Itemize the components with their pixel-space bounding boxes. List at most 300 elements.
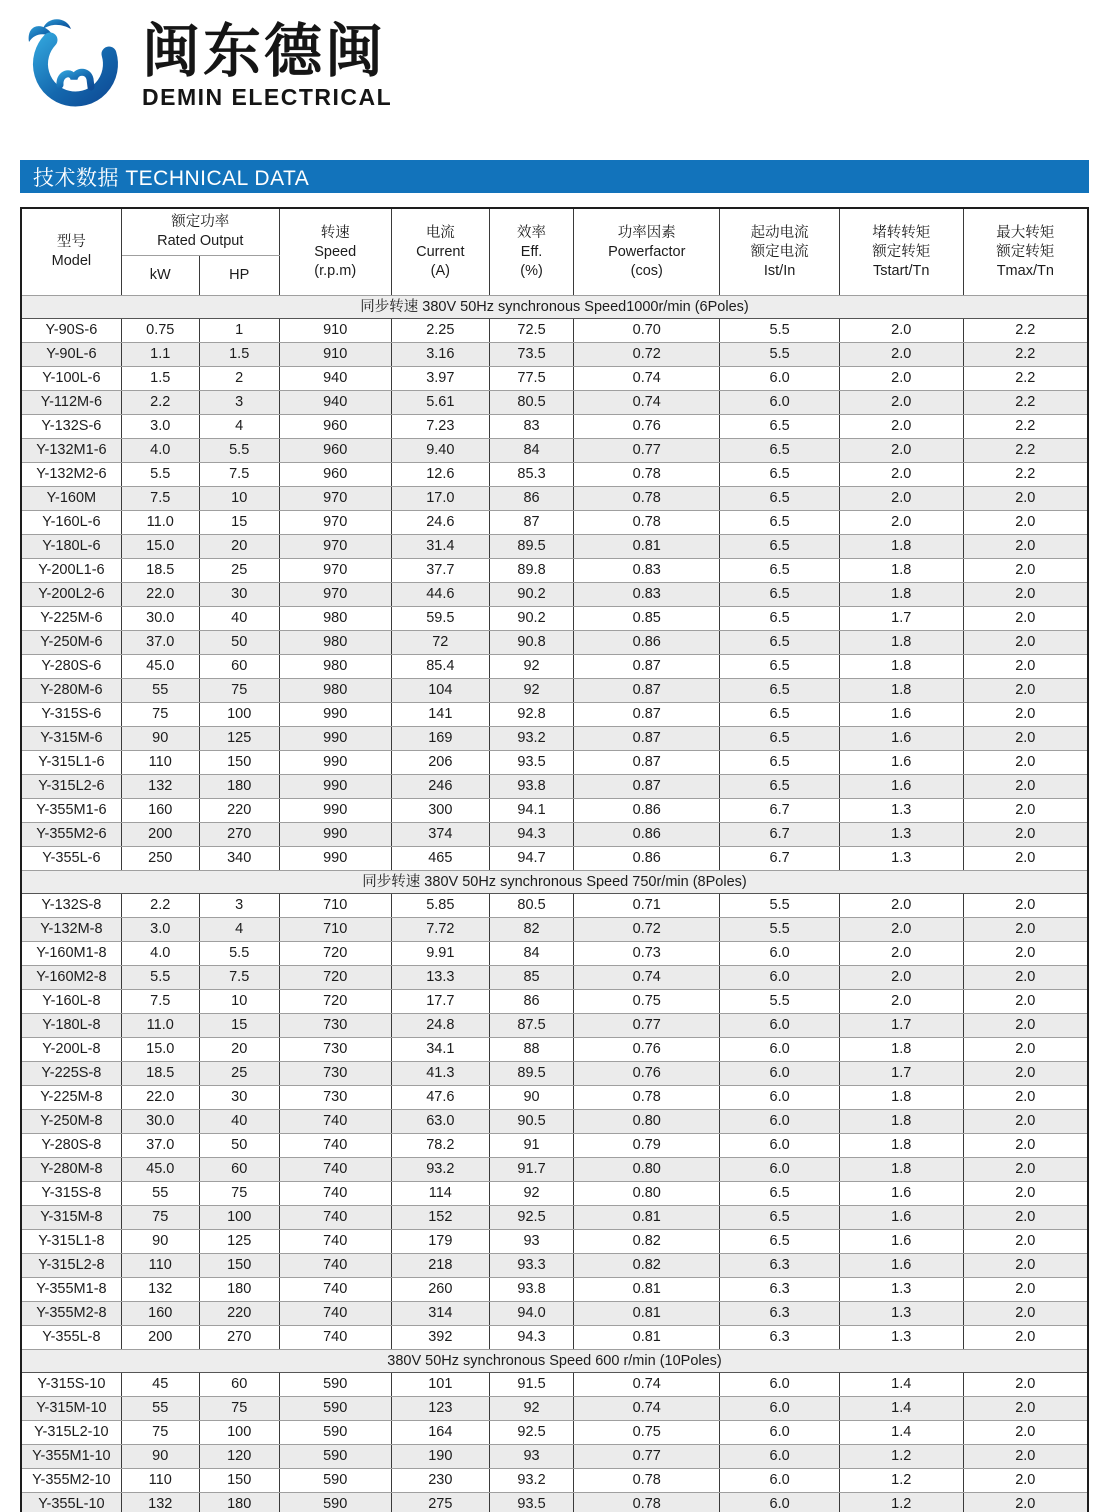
cell-value: 92.5 xyxy=(489,1421,573,1445)
cell-value: 6.5 xyxy=(720,535,840,559)
cell-model: Y-315L2-8 xyxy=(21,1254,121,1278)
cell-model: Y-355M1-8 xyxy=(21,1278,121,1302)
cell-value: 160 xyxy=(121,799,199,823)
cell-value: 990 xyxy=(279,751,391,775)
col-header-ist-cn1: 起动电流 xyxy=(750,224,809,241)
cell-value: 110 xyxy=(121,1469,199,1493)
cell-value: 0.76 xyxy=(574,415,720,439)
cell-value: 45.0 xyxy=(121,1158,199,1182)
col-header-eff-unit: (%) xyxy=(520,262,543,279)
cell-value: 0.82 xyxy=(574,1230,720,1254)
cell-value: 2.0 xyxy=(963,1182,1088,1206)
cell-value: 1.2 xyxy=(839,1493,963,1512)
section-header-row xyxy=(21,871,1088,894)
table-row xyxy=(21,391,1088,415)
cell-value: 6.0 xyxy=(720,1038,840,1062)
cell-value: 180 xyxy=(199,1493,279,1512)
cell-value: 13.3 xyxy=(391,966,489,990)
cell-value: 990 xyxy=(279,823,391,847)
cell-value: 85 xyxy=(489,966,573,990)
cell-value: 0.74 xyxy=(574,1373,720,1397)
cell-value: 0.86 xyxy=(574,631,720,655)
cell-value: 2.0 xyxy=(963,1373,1088,1397)
cell-value: 125 xyxy=(199,727,279,751)
cell-value: 85.3 xyxy=(489,463,573,487)
cell-value: 990 xyxy=(279,847,391,871)
cell-value: 6.3 xyxy=(720,1254,840,1278)
cell-model: Y-132S-6 xyxy=(21,415,121,439)
cell-value: 93.8 xyxy=(489,1278,573,1302)
brand-name-chinese: 闽东德闽 xyxy=(142,18,387,84)
cell-value: 6.5 xyxy=(720,679,840,703)
table-row xyxy=(21,679,1088,703)
cell-value: 6.0 xyxy=(720,1397,840,1421)
cell-value: 2.2 xyxy=(963,463,1088,487)
table-row xyxy=(21,1206,1088,1230)
cell-value: 6.5 xyxy=(720,727,840,751)
cell-value: 60 xyxy=(199,655,279,679)
cell-value: 960 xyxy=(279,463,391,487)
cell-value: 55 xyxy=(121,1182,199,1206)
cell-value: 970 xyxy=(279,583,391,607)
cell-value: 970 xyxy=(279,535,391,559)
cell-model: Y-225S-8 xyxy=(21,1062,121,1086)
table-row xyxy=(21,1397,1088,1421)
cell-value: 2.0 xyxy=(839,894,963,918)
cell-model: Y-315S-6 xyxy=(21,703,121,727)
cell-value: 2.0 xyxy=(839,966,963,990)
cell-value: 6.5 xyxy=(720,607,840,631)
cell-model: Y-315S-10 xyxy=(21,1373,121,1397)
cell-value: 2.0 xyxy=(963,1230,1088,1254)
col-header-ist-en: Ist/In xyxy=(763,262,796,279)
cell-value: 2.0 xyxy=(963,990,1088,1014)
cell-value: 2.0 xyxy=(963,1062,1088,1086)
cell-value: 1.3 xyxy=(839,1326,963,1350)
cell-value: 91 xyxy=(489,1134,573,1158)
col-header-current-cn: 电流 xyxy=(425,224,455,241)
cell-value: 45.0 xyxy=(121,655,199,679)
cell-value: 0.78 xyxy=(574,487,720,511)
cell-model: Y-315S-8 xyxy=(21,1182,121,1206)
cell-value: 120 xyxy=(199,1445,279,1469)
cell-model: Y-90L-6 xyxy=(21,343,121,367)
cell-value: 94.7 xyxy=(489,847,573,871)
cell-model: Y-315M-6 xyxy=(21,727,121,751)
cell-value: 94.0 xyxy=(489,1302,573,1326)
cell-value: 110 xyxy=(121,751,199,775)
table-row xyxy=(21,1469,1088,1493)
cell-value: 110 xyxy=(121,1254,199,1278)
cell-value: 93.5 xyxy=(489,751,573,775)
cell-model: Y-200L1-6 xyxy=(21,559,121,583)
cell-model: Y-132M2-6 xyxy=(21,463,121,487)
cell-value: 0.75 xyxy=(574,990,720,1014)
cell-model: Y-315M-8 xyxy=(21,1206,121,1230)
cell-value: 1.3 xyxy=(839,847,963,871)
cell-value: 89.5 xyxy=(489,535,573,559)
cell-value: 92.8 xyxy=(489,703,573,727)
cell-model: Y-180L-8 xyxy=(21,1014,121,1038)
cell-model: Y-200L2-6 xyxy=(21,583,121,607)
cell-value: 6.0 xyxy=(720,1421,840,1445)
cell-value: 78.2 xyxy=(391,1134,489,1158)
table-row xyxy=(21,439,1088,463)
cell-value: 164 xyxy=(391,1421,489,1445)
cell-value: 104 xyxy=(391,679,489,703)
cell-value: 990 xyxy=(279,727,391,751)
cell-value: 150 xyxy=(199,1469,279,1493)
cell-model: Y-355M2-6 xyxy=(21,823,121,847)
cell-value: 2.0 xyxy=(839,918,963,942)
table-row xyxy=(21,343,1088,367)
cell-value: 91.5 xyxy=(489,1373,573,1397)
cell-model: Y-280S-8 xyxy=(21,1134,121,1158)
cell-value: 37.0 xyxy=(121,631,199,655)
cell-value: 0.74 xyxy=(574,1397,720,1421)
cell-value: 77.5 xyxy=(489,367,573,391)
col-header-speed-unit: (r.p.m) xyxy=(314,262,357,279)
col-header-efficiency xyxy=(489,208,573,296)
cell-value: 179 xyxy=(391,1230,489,1254)
cell-value: 1.8 xyxy=(839,679,963,703)
cell-value: 180 xyxy=(199,775,279,799)
cell-value: 4 xyxy=(199,918,279,942)
col-header-kw: kW xyxy=(121,256,199,296)
col-header-rated-output-en: Rated Output xyxy=(157,233,244,249)
cell-value: 1.2 xyxy=(839,1469,963,1493)
table-row xyxy=(21,990,1088,1014)
cell-value: 75 xyxy=(199,1182,279,1206)
cell-value: 940 xyxy=(279,367,391,391)
cell-value: 2.0 xyxy=(963,583,1088,607)
cell-value: 101 xyxy=(391,1373,489,1397)
cell-model: Y-100L-6 xyxy=(21,367,121,391)
table-row xyxy=(21,319,1088,343)
cell-value: 6.3 xyxy=(720,1302,840,1326)
cell-model: Y-355M1-10 xyxy=(21,1445,121,1469)
cell-value: 3.16 xyxy=(391,343,489,367)
cell-value: 17.0 xyxy=(391,487,489,511)
cell-value: 7.23 xyxy=(391,415,489,439)
cell-value: 83 xyxy=(489,415,573,439)
brand-name-english: DEMIN ELECTRICAL xyxy=(142,83,393,110)
cell-value: 200 xyxy=(121,823,199,847)
table-row xyxy=(21,1014,1088,1038)
table-row xyxy=(21,1134,1088,1158)
cell-value: 2.0 xyxy=(963,1206,1088,1230)
cell-model: Y-355L-6 xyxy=(21,847,121,871)
cell-value: 1.3 xyxy=(839,799,963,823)
col-header-speed-cn: 转速 xyxy=(320,224,350,241)
cell-value: 6.5 xyxy=(720,415,840,439)
cell-value: 980 xyxy=(279,631,391,655)
cell-value: 20 xyxy=(199,535,279,559)
cell-value: 90.5 xyxy=(489,1110,573,1134)
cell-value: 92 xyxy=(489,1182,573,1206)
cell-value: 0.87 xyxy=(574,775,720,799)
cell-value: 2.0 xyxy=(963,487,1088,511)
cell-value: 740 xyxy=(279,1110,391,1134)
cell-value: 87 xyxy=(489,511,573,535)
technical-data-title: 技术数据 TECHNICAL DATA xyxy=(33,166,310,190)
cell-value: 0.76 xyxy=(574,1038,720,1062)
cell-value: 89.8 xyxy=(489,559,573,583)
cell-value: 3 xyxy=(199,391,279,415)
cell-value: 246 xyxy=(391,775,489,799)
col-header-hp: HP xyxy=(199,256,279,296)
col-header-tstart-en: Tstart/Tn xyxy=(873,262,930,279)
cell-value: 2.0 xyxy=(963,1110,1088,1134)
cell-value: 590 xyxy=(279,1373,391,1397)
cell-value: 730 xyxy=(279,1062,391,1086)
cell-value: 0.86 xyxy=(574,799,720,823)
cell-value: 1.3 xyxy=(839,1302,963,1326)
section-title: 380V 50Hz synchronous Speed 600 r/min (10Poles) xyxy=(21,1350,1088,1373)
cell-value: 132 xyxy=(121,1278,199,1302)
cell-value: 6.0 xyxy=(720,1373,840,1397)
cell-value: 5.5 xyxy=(121,463,199,487)
cell-value: 740 xyxy=(279,1326,391,1350)
cell-value: 2.0 xyxy=(963,894,1088,918)
cell-value: 6.5 xyxy=(720,487,840,511)
cell-value: 3 xyxy=(199,894,279,918)
cell-value: 990 xyxy=(279,775,391,799)
cell-value: 2.0 xyxy=(963,1134,1088,1158)
section-header-row xyxy=(21,1350,1088,1373)
cell-value: 1.4 xyxy=(839,1397,963,1421)
cell-value: 2.0 xyxy=(963,799,1088,823)
cell-value: 90 xyxy=(121,727,199,751)
cell-model: Y-180L-6 xyxy=(21,535,121,559)
cell-value: 75 xyxy=(199,679,279,703)
cell-value: 2.2 xyxy=(963,367,1088,391)
cell-value: 0.87 xyxy=(574,655,720,679)
col-header-pf-en: Powerfactor xyxy=(608,243,686,260)
cell-value: 1.6 xyxy=(839,1254,963,1278)
cell-model: Y-160M1-8 xyxy=(21,942,121,966)
cell-value: 2.0 xyxy=(963,1038,1088,1062)
cell-value: 80.5 xyxy=(489,894,573,918)
cell-value: 6.5 xyxy=(720,559,840,583)
cell-value: 1.1 xyxy=(121,343,199,367)
cell-value: 41.3 xyxy=(391,1062,489,1086)
cell-model: Y-250M-6 xyxy=(21,631,121,655)
cell-value: 80.5 xyxy=(489,391,573,415)
cell-value: 6.7 xyxy=(720,799,840,823)
cell-value: 180 xyxy=(199,1278,279,1302)
cell-value: 2.0 xyxy=(963,1278,1088,1302)
cell-value: 18.5 xyxy=(121,559,199,583)
table-row xyxy=(21,487,1088,511)
cell-value: 0.78 xyxy=(574,1086,720,1110)
cell-model: Y-315L1-8 xyxy=(21,1230,121,1254)
cell-value: 2.2 xyxy=(963,343,1088,367)
cell-value: 1.8 xyxy=(839,583,963,607)
cell-value: 30.0 xyxy=(121,607,199,631)
cell-value: 5.5 xyxy=(720,343,840,367)
cell-value: 100 xyxy=(199,1206,279,1230)
demin-swirl-logo-icon xyxy=(20,16,128,116)
cell-value: 1.6 xyxy=(839,727,963,751)
cell-value: 1.7 xyxy=(839,1014,963,1038)
cell-value: 141 xyxy=(391,703,489,727)
cell-value: 93.3 xyxy=(489,1254,573,1278)
table-row xyxy=(21,1254,1088,1278)
cell-value: 6.0 xyxy=(720,942,840,966)
cell-value: 37.0 xyxy=(121,1134,199,1158)
cell-model: Y-132M-8 xyxy=(21,918,121,942)
cell-value: 9.91 xyxy=(391,942,489,966)
cell-value: 6.0 xyxy=(720,1445,840,1469)
cell-value: 1.8 xyxy=(839,1038,963,1062)
cell-value: 0.72 xyxy=(574,343,720,367)
cell-value: 1 xyxy=(199,319,279,343)
cell-value: 90 xyxy=(121,1445,199,1469)
cell-value: 5.5 xyxy=(720,894,840,918)
cell-value: 60 xyxy=(199,1158,279,1182)
cell-value: 25 xyxy=(199,559,279,583)
col-header-current-unit: (A) xyxy=(430,262,450,279)
cell-value: 1.5 xyxy=(199,343,279,367)
cell-value: 2.0 xyxy=(839,367,963,391)
table-row xyxy=(21,894,1088,918)
cell-value: 0.74 xyxy=(574,367,720,391)
cell-value: 0.79 xyxy=(574,1134,720,1158)
cell-value: 220 xyxy=(199,799,279,823)
cell-value: 0.82 xyxy=(574,1254,720,1278)
cell-value: 2.0 xyxy=(963,942,1088,966)
table-row xyxy=(21,1302,1088,1326)
cell-value: 2.0 xyxy=(839,487,963,511)
col-header-eff-cn: 效率 xyxy=(517,224,547,241)
cell-value: 2.0 xyxy=(963,1302,1088,1326)
table-row xyxy=(21,559,1088,583)
cell-value: 44.6 xyxy=(391,583,489,607)
cell-value: 6.0 xyxy=(720,1158,840,1182)
cell-value: 7.72 xyxy=(391,918,489,942)
cell-value: 90 xyxy=(121,1230,199,1254)
cell-value: 6.3 xyxy=(720,1278,840,1302)
cell-value: 2.0 xyxy=(963,1397,1088,1421)
table-row xyxy=(21,631,1088,655)
cell-value: 31.4 xyxy=(391,535,489,559)
col-header-rated-output-cn: 额定功率 xyxy=(171,214,230,230)
cell-value: 89.5 xyxy=(489,1062,573,1086)
cell-value: 0.70 xyxy=(574,319,720,343)
cell-value: 270 xyxy=(199,823,279,847)
cell-value: 59.5 xyxy=(391,607,489,631)
cell-value: 590 xyxy=(279,1421,391,1445)
technical-data-bar xyxy=(20,160,1089,193)
cell-value: 40 xyxy=(199,607,279,631)
cell-value: 1.6 xyxy=(839,1206,963,1230)
cell-value: 30 xyxy=(199,583,279,607)
cell-value: 1.7 xyxy=(839,607,963,631)
cell-value: 2.0 xyxy=(963,918,1088,942)
cell-model: Y-355L-8 xyxy=(21,1326,121,1350)
cell-value: 24.6 xyxy=(391,511,489,535)
cell-value: 1.8 xyxy=(839,535,963,559)
cell-value: 90.8 xyxy=(489,631,573,655)
cell-value: 0.76 xyxy=(574,1062,720,1086)
cell-value: 30.0 xyxy=(121,1110,199,1134)
cell-value: 2.0 xyxy=(963,751,1088,775)
cell-value: 6.0 xyxy=(720,391,840,415)
table-row xyxy=(21,1182,1088,1206)
cell-value: 90.2 xyxy=(489,607,573,631)
table-row xyxy=(21,1421,1088,1445)
brand-header xyxy=(20,14,1089,118)
cell-value: 15 xyxy=(199,511,279,535)
cell-model: Y-132S-8 xyxy=(21,894,121,918)
cell-value: 22.0 xyxy=(121,1086,199,1110)
cell-value: 230 xyxy=(391,1469,489,1493)
cell-value: 740 xyxy=(279,1158,391,1182)
cell-value: 6.5 xyxy=(720,511,840,535)
cell-value: 75 xyxy=(121,1421,199,1445)
cell-value: 2.0 xyxy=(839,990,963,1014)
col-header-pf-unit: (cos) xyxy=(630,262,663,279)
cell-value: 980 xyxy=(279,655,391,679)
col-header-current-en: Current xyxy=(416,243,465,260)
table-row xyxy=(21,1086,1088,1110)
cell-value: 6.5 xyxy=(720,631,840,655)
col-header-powerfactor xyxy=(574,208,720,296)
cell-value: 2.0 xyxy=(963,966,1088,990)
cell-value: 12.6 xyxy=(391,463,489,487)
cell-value: 150 xyxy=(199,751,279,775)
cell-value: 2.0 xyxy=(839,942,963,966)
section-title: 同步转速 380V 50Hz synchronous Speed 750r/min (8Poles) xyxy=(21,871,1088,894)
cell-value: 93 xyxy=(489,1230,573,1254)
cell-value: 980 xyxy=(279,679,391,703)
col-header-speed-en: Speed xyxy=(314,243,357,260)
cell-value: 5.5 xyxy=(720,990,840,1014)
table-body xyxy=(21,296,1088,1512)
cell-value: 970 xyxy=(279,487,391,511)
cell-value: 11.0 xyxy=(121,511,199,535)
cell-value: 0.75 xyxy=(574,1421,720,1445)
cell-value: 9.40 xyxy=(391,439,489,463)
cell-value: 15.0 xyxy=(121,535,199,559)
cell-model: Y-250M-8 xyxy=(21,1110,121,1134)
table-row xyxy=(21,799,1088,823)
cell-value: 1.6 xyxy=(839,1182,963,1206)
cell-model: Y-160L-6 xyxy=(21,511,121,535)
cell-value: 7.5 xyxy=(199,463,279,487)
col-header-model xyxy=(21,208,121,296)
cell-value: 1.8 xyxy=(839,559,963,583)
cell-value: 5.85 xyxy=(391,894,489,918)
cell-value: 0.87 xyxy=(574,727,720,751)
cell-value: 740 xyxy=(279,1302,391,1326)
cell-value: 72.5 xyxy=(489,319,573,343)
cell-value: 740 xyxy=(279,1254,391,1278)
cell-value: 25 xyxy=(199,1062,279,1086)
cell-value: 4.0 xyxy=(121,942,199,966)
cell-value: 100 xyxy=(199,703,279,727)
cell-value: 50 xyxy=(199,1134,279,1158)
cell-value: 1.4 xyxy=(839,1373,963,1397)
cell-value: 60 xyxy=(199,1373,279,1397)
cell-value: 75 xyxy=(199,1397,279,1421)
cell-value: 0.87 xyxy=(574,703,720,727)
cell-value: 91.7 xyxy=(489,1158,573,1182)
table-row xyxy=(21,918,1088,942)
cell-value: 314 xyxy=(391,1302,489,1326)
col-header-speed xyxy=(279,208,391,296)
